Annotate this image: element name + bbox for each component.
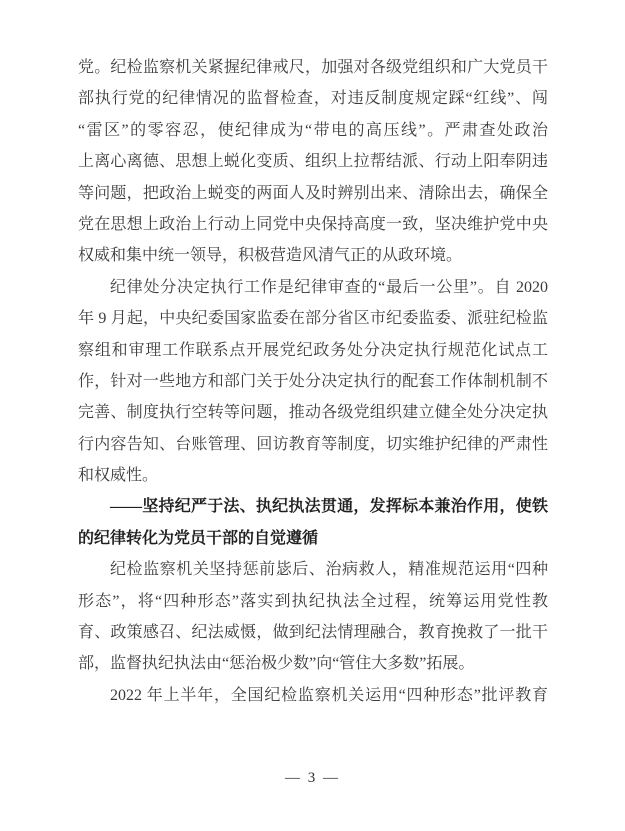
- text-line: 和权威性。: [78, 467, 159, 485]
- text-line: 行内容告知、台账管理、回访教育等制度，切实维护纪律的严肃性: [78, 435, 548, 453]
- page-number: — 3 —: [285, 770, 340, 786]
- section-heading: [78, 491, 548, 554]
- text-line: 2022 年上半年，全国纪检监察机关运用“四种形态”批评教育: [110, 686, 548, 704]
- text-line: 上离心离德、思想上蜕化变质、组织上拉帮结派、行动上阳奉阴违: [78, 153, 548, 171]
- text-line: 育、政策感召、纪法威慑，做到纪法情理融合，教育挽救了一批干: [78, 624, 548, 642]
- text-line: 年 9 月起，中央纪委国家监委在部分省区市纪委监委、派驻纪检监: [78, 310, 548, 328]
- paragraph: [78, 52, 548, 272]
- text-line: 部，监督执纪执法由“惩治极少数”向“管住大多数”拓展。: [78, 655, 475, 673]
- text-line: 完善、制度执行空转等问题，推动各级党组织建立健全处分决定执: [78, 404, 548, 422]
- paragraph: [78, 680, 548, 711]
- heading-line: ——坚持纪严于法、执纪执法贯通，发挥标本兼治作用，使铁: [110, 498, 548, 516]
- text-line: 党在思想上政治上行动上同党中央保持高度一致，坚决维护党中央: [78, 215, 548, 233]
- paragraph: [78, 272, 548, 492]
- text-line: 等问题，把政治上蜕变的两面人及时辨别出来、清除出去，确保全: [78, 184, 548, 202]
- text-line: 纪检监察机关坚持惩前毖后、治病救人，精准规范运用“四种: [110, 561, 548, 579]
- paragraph: [78, 554, 548, 680]
- text-line: 作，针对一些地方和部门关于处分决定执行的配套工作体制机制不: [78, 372, 548, 390]
- document-body: [78, 52, 548, 711]
- text-line: “雷区”的零容忍，使纪律成为“带电的高压线”。严肃查处政治: [78, 121, 548, 139]
- text-line: 权威和集中统一领导，积极营造风清气正的从政环境。: [78, 247, 463, 265]
- text-line: 纪律处分决定执行工作是纪律审查的“最后一公里”。自 2020: [110, 278, 548, 296]
- text-line: 部执行党的纪律情况的监督检查，对违反制度规定踩“红线”、闯: [78, 90, 548, 108]
- text-line: 形态”，将“四种形态”落实到执纪执法全过程，统筹运用党性教: [78, 592, 548, 610]
- text-line: 察组和审理工作联系点开展党纪政务处分决定执行规范化试点工: [78, 341, 548, 359]
- text-line: 党。纪检监察机关紧握纪律戒尺，加强对各级党组织和广大党员干: [78, 59, 548, 76]
- heading-line: 的纪律转化为党员干部的自觉遵循: [78, 529, 319, 547]
